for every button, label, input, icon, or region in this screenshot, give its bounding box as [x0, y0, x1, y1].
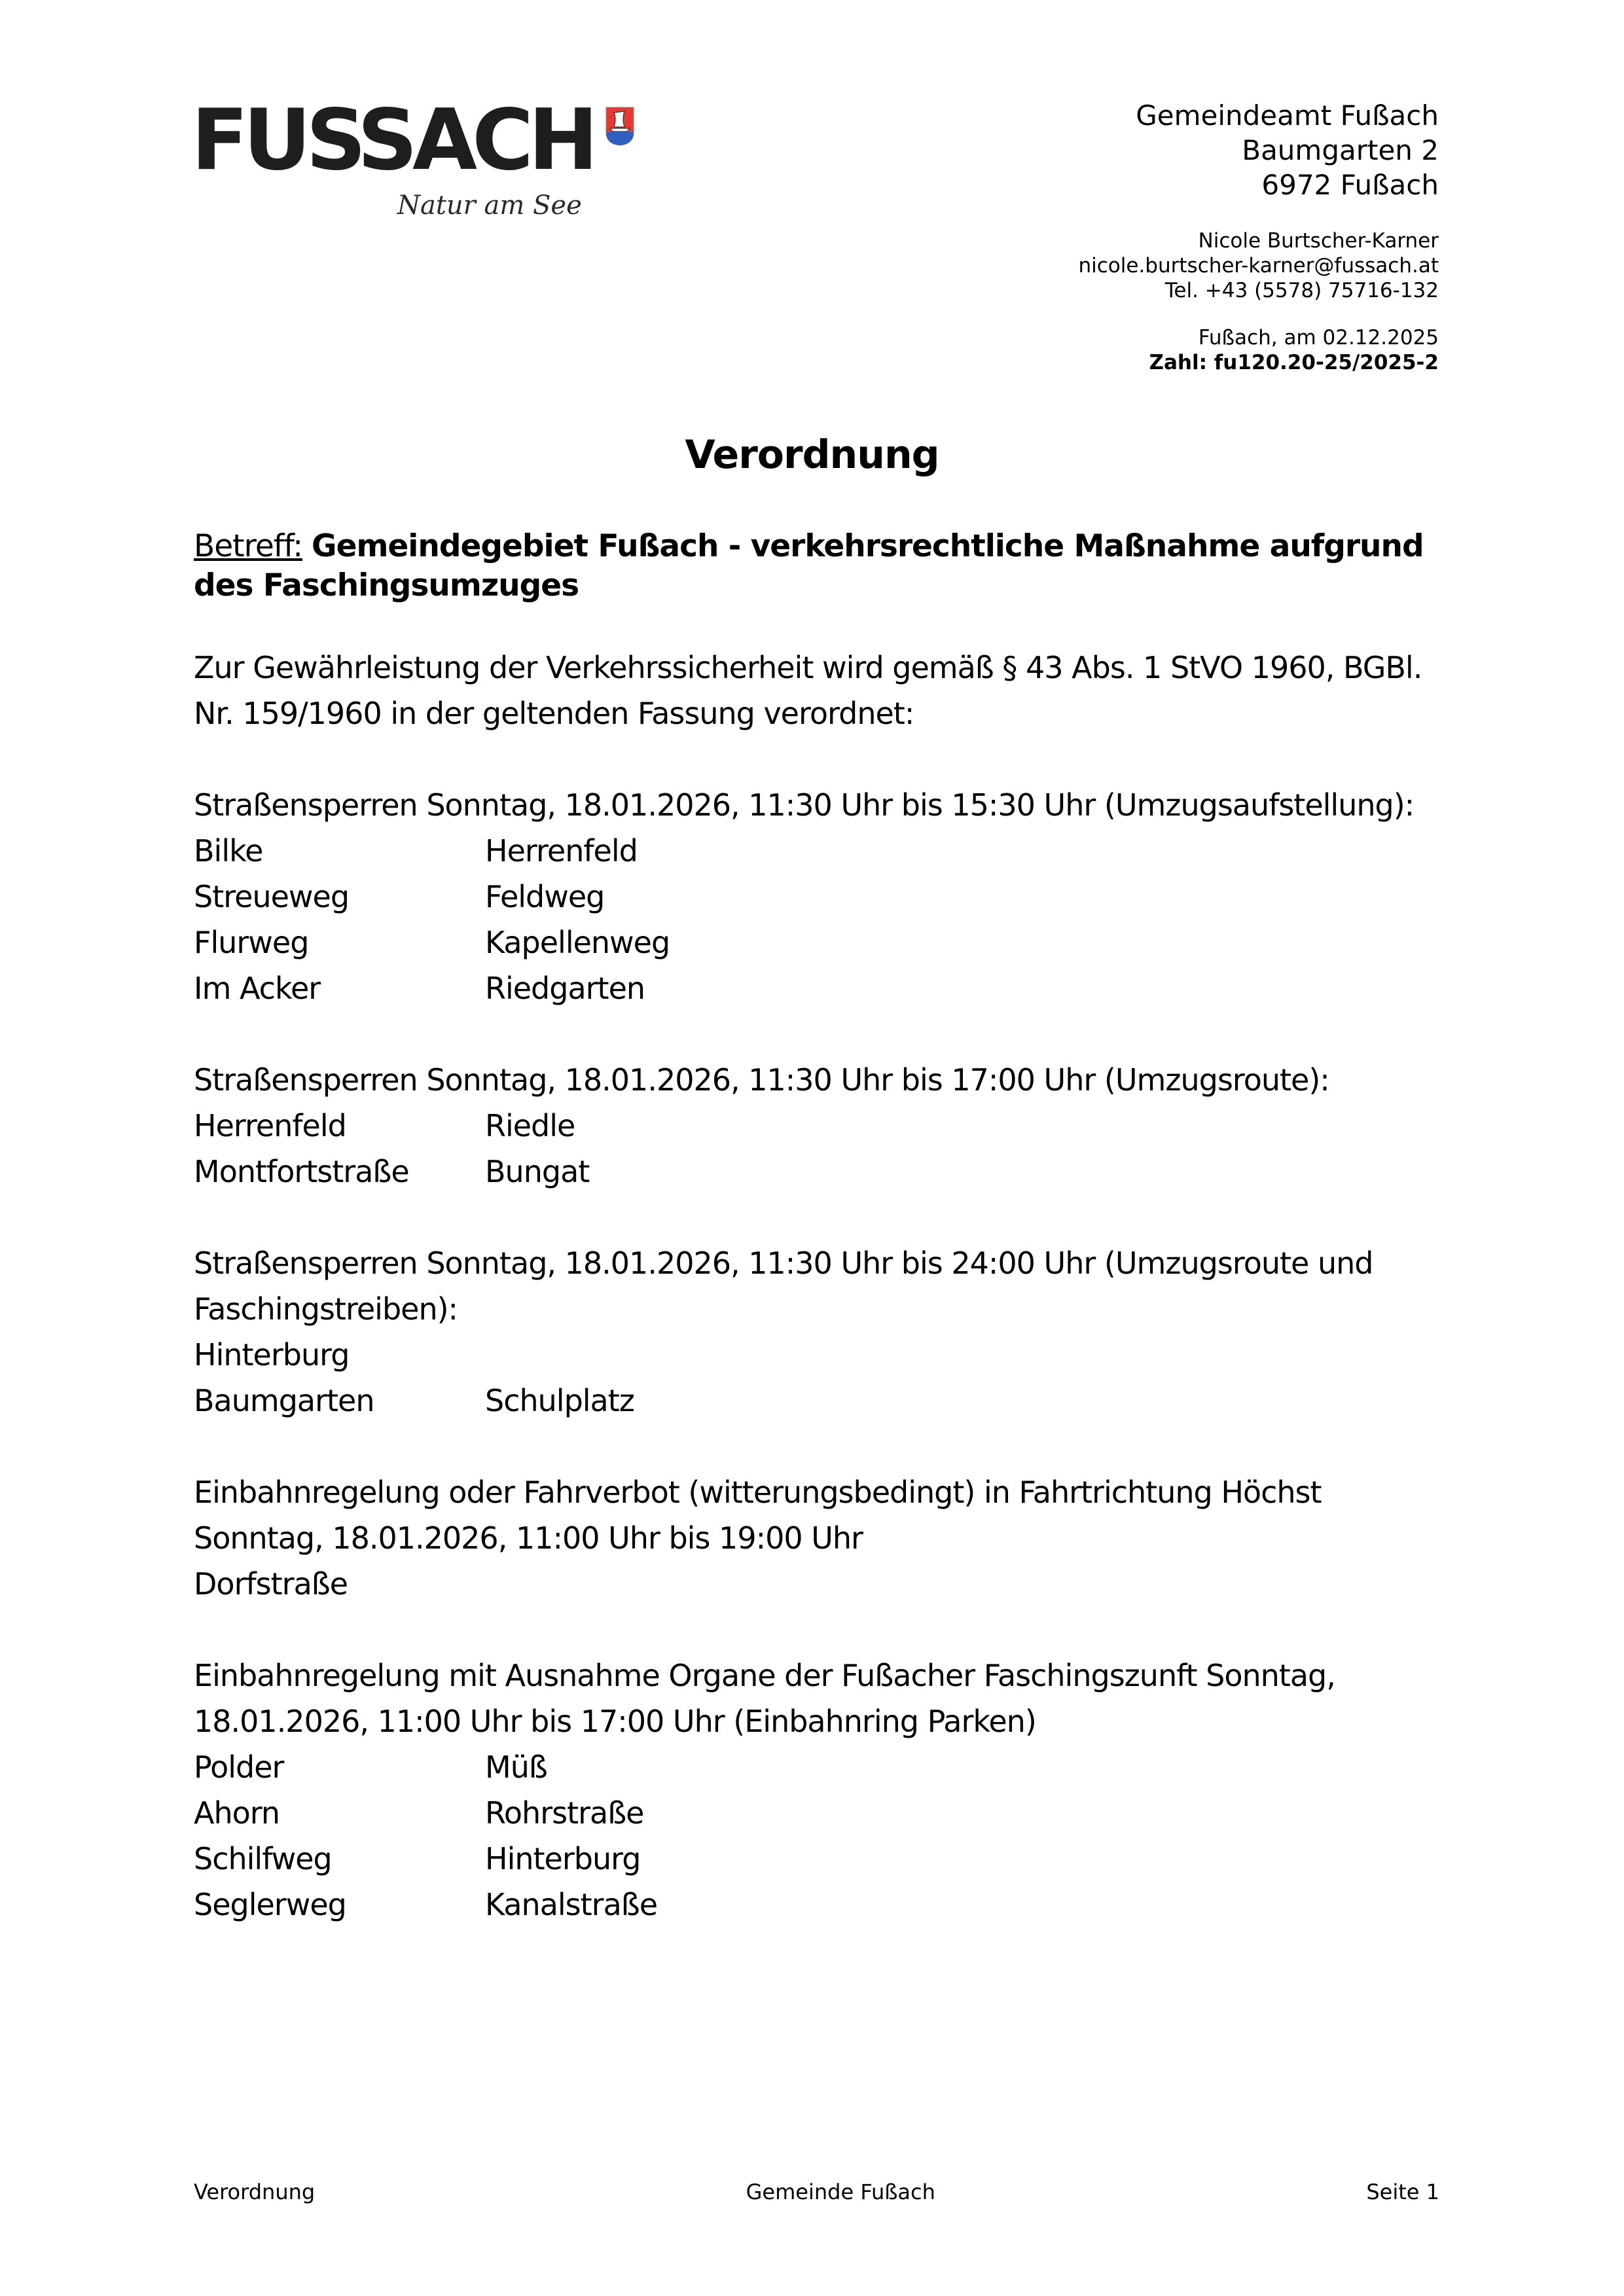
- document-body: [194, 527, 1437, 1973]
- street-row: [194, 1332, 1437, 1378]
- street-name: Flurweg: [194, 925, 309, 960]
- street-name: Hinterburg: [485, 1841, 641, 1876]
- street-name: Polder: [194, 1749, 284, 1785]
- sender-office: Gemeindeamt Fußach: [1136, 99, 1439, 132]
- closure-sections: [194, 782, 1437, 1928]
- section-heading: Einbahnregelung oder Fahrverbot (witterungsbedingt) in Fahrtrichtung Höchst Sonntag, 18.01.2026, 11:00 Uhr bis 19:00 Uhr: [194, 1475, 1322, 1556]
- street-name: Seglerweg: [194, 1887, 346, 1922]
- street-name: Baumgarten: [194, 1383, 374, 1418]
- closure-section: [194, 1469, 1437, 1607]
- closure-section: [194, 1057, 1437, 1194]
- reference-number: Zahl: fu120.20-25/2025-2: [1149, 351, 1439, 374]
- municipality-logo: [191, 92, 636, 229]
- street-row: [194, 1561, 1437, 1607]
- page-footer: [194, 2179, 1439, 2204]
- logo-wordmark: FUSSACH: [191, 92, 594, 189]
- sender-block: [1078, 98, 1439, 375]
- street-row: [194, 1378, 1437, 1424]
- intro-paragraph: Zur Gewährleistung der Verkehrssicherheit wird gemäß § 43 Abs. 1 StVO 1960, BGBl. Nr. 159/1960 in der geltenden Fassung verordnet:: [194, 650, 1422, 731]
- closure-section: [194, 782, 1437, 1011]
- coat-of-arms-icon: [605, 106, 635, 147]
- subject-label: Betreff:: [194, 528, 303, 564]
- subject-line: [194, 527, 1437, 605]
- street-row: [194, 1790, 1437, 1836]
- contact-name: Nicole Burtscher-Karner: [1198, 229, 1439, 253]
- street-name: Feldweg: [485, 879, 605, 914]
- logo-top-row: [191, 92, 636, 189]
- street-name: Kapellenweg: [485, 925, 670, 960]
- street-name: Riedgarten: [485, 971, 645, 1006]
- street-name: Streueweg: [194, 879, 350, 914]
- street-name: Kanalstraße: [485, 1887, 658, 1922]
- street-row: [194, 1149, 1437, 1194]
- street-row: [194, 1744, 1437, 1790]
- street-name: Montfortstraße: [194, 1154, 409, 1189]
- closure-section: [194, 1240, 1437, 1424]
- footer-center: Gemeinde Fußach: [746, 2179, 935, 2204]
- section-heading: Straßensperren Sonntag, 18.01.2026, 11:30 Uhr bis 17:00 Uhr (Umzugsroute):: [194, 1062, 1329, 1098]
- footer-left: Verordnung: [194, 2179, 316, 2204]
- street-row: [194, 1882, 1437, 1928]
- street-name: Schulplatz: [485, 1383, 634, 1418]
- street-name: Riedle: [485, 1108, 575, 1143]
- street-name: Bilke: [194, 833, 263, 869]
- subject-text: Gemeindegebiet Fußach - verkehrsrechtliche Maßnahme aufgrund des Faschingsumzuges: [194, 528, 1424, 603]
- street-name: Ahorn: [194, 1795, 280, 1831]
- contact-phone: Tel. +43 (5578) 75716-132: [1164, 279, 1439, 302]
- street-row: [194, 874, 1437, 920]
- section-heading: Einbahnregelung mit Ausnahme Organe der Fußacher Faschingszunft Sonntag, 18.01.2026, 11:00 Uhr bis 17:00 Uhr (Einbahnring Parken): [194, 1658, 1335, 1739]
- sender-street: Baumgarten 2: [1242, 134, 1439, 166]
- street-name: Herrenfeld: [194, 1108, 346, 1143]
- street-row: [194, 1836, 1437, 1882]
- document-title: Verordnung: [685, 432, 939, 478]
- street-name: Herrenfeld: [485, 833, 638, 869]
- sender-city: 6972 Fußach: [1261, 169, 1439, 201]
- section-heading: Straßensperren Sonntag, 18.01.2026, 11:30 Uhr bis 15:30 Uhr (Umzugsaufstellung):: [194, 787, 1415, 823]
- footer-page-number: Seite 1: [1366, 2179, 1439, 2204]
- street-name: Müß: [485, 1749, 547, 1785]
- street-name: Dorfstraße: [194, 1566, 348, 1602]
- street-row: [194, 920, 1437, 965]
- street-row: [194, 1103, 1437, 1149]
- closure-section: [194, 1653, 1437, 1928]
- street-name: Schilfweg: [194, 1841, 332, 1876]
- street-row: [194, 965, 1437, 1011]
- street-name: Rohrstraße: [485, 1795, 644, 1831]
- logo-tagline: Natur am See: [397, 190, 582, 221]
- street-row: [194, 828, 1437, 874]
- contact-email[interactable]: nicole.burtscher-karner@fussach.at: [1078, 254, 1439, 278]
- street-name: Im Acker: [194, 971, 321, 1006]
- section-heading: Straßensperren Sonntag, 18.01.2026, 11:30 Uhr bis 24:00 Uhr (Umzugsroute und Faschingstreiben):: [194, 1246, 1373, 1327]
- street-name: Bungat: [485, 1154, 590, 1189]
- street-name: Hinterburg: [194, 1337, 350, 1372]
- document-date: Fußach, am 02.12.2025: [1198, 326, 1439, 350]
